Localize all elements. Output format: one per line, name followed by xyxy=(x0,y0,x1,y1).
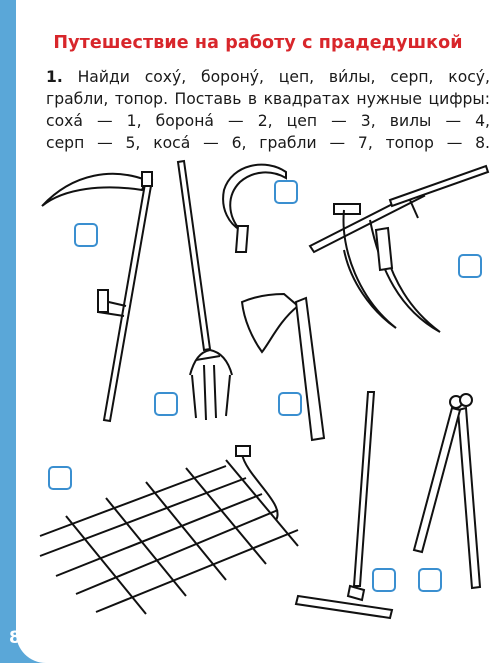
scythe-illustration xyxy=(34,160,164,430)
page-title: Путешествие на работу с прадедушкой xyxy=(53,33,463,53)
task-line-3: соха́ — 1, борона́ — 2, цеп — 3, вилы — 4, xyxy=(46,112,490,130)
task-line-1: 1. Найди соху́, борону́, цеп, ви́лы, серп, косу́, xyxy=(46,68,490,86)
page-number: 8 xyxy=(9,628,21,648)
harrow-illustration xyxy=(36,446,332,622)
flail-illustration xyxy=(410,390,486,592)
sickle-illustration xyxy=(216,160,296,260)
task-text xyxy=(46,66,490,154)
task-number: 1. xyxy=(46,68,63,86)
task-line-2: грабли, топор. Поставь в квадратах нужные цифры: xyxy=(46,90,490,108)
answer-box-plough[interactable] xyxy=(458,254,482,278)
answer-box-harrow[interactable] xyxy=(48,466,72,490)
task-line-4: серп — 5, коса́ — 6, грабли — 7, топор — 8. xyxy=(46,134,490,152)
answer-box-pitchfork[interactable] xyxy=(154,392,178,416)
answer-box-rake[interactable] xyxy=(372,568,396,592)
answer-box-scythe[interactable] xyxy=(74,223,98,247)
answer-box-sickle[interactable] xyxy=(274,180,298,204)
page-margin-strip xyxy=(0,0,16,663)
answer-box-flail[interactable] xyxy=(418,568,442,592)
